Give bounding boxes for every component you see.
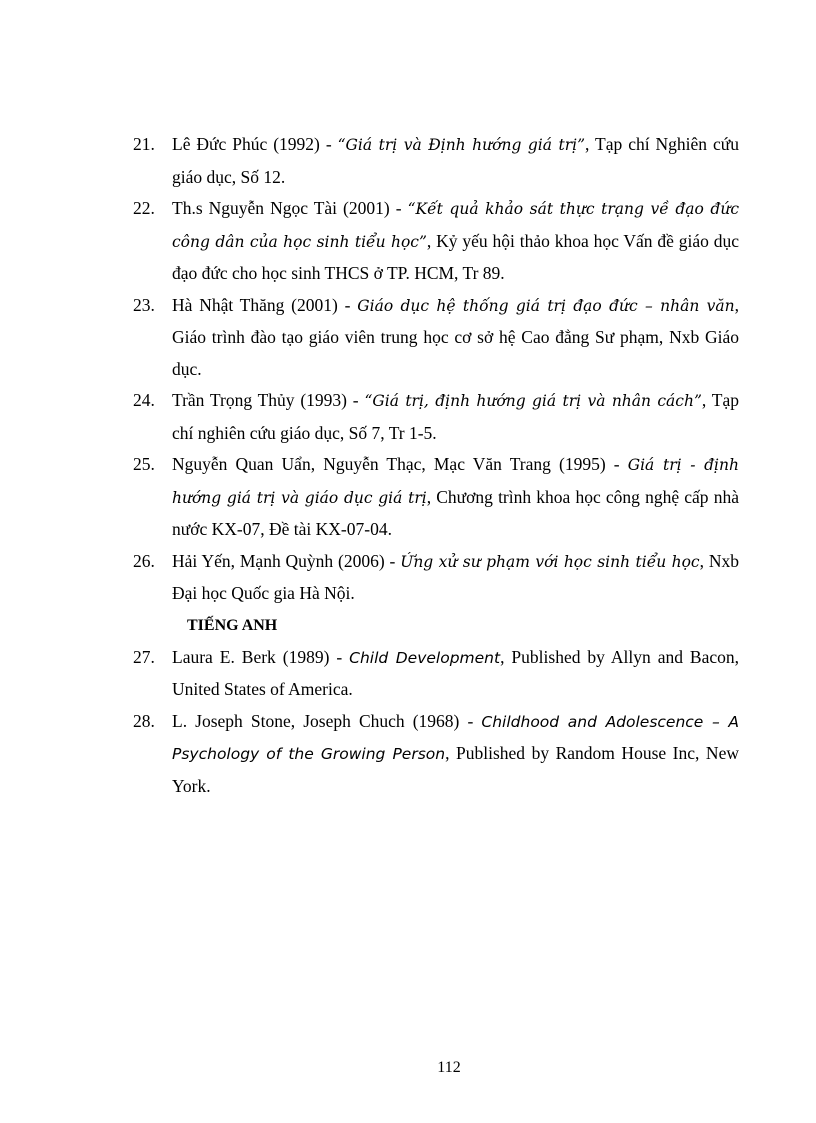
reference-author: L. Joseph Stone, Joseph Chuch (1968) - — [172, 710, 482, 731]
reference-author: Nguyễn Quan Uẩn, Nguyễn Thạc, Mạc Văn Trang (1995) - — [172, 454, 628, 474]
reference-item — [133, 642, 739, 706]
reference-author: Th.s Nguyễn Ngọc Tài (2001) - — [172, 198, 408, 218]
reference-title: Giáo dục hệ thống giá trị đạo đức – nhân văn — [357, 296, 735, 315]
reference-item — [133, 290, 739, 386]
reference-details: , Chương trình khoa học công nghệ cấp nhà nước KX-07, Đề tài KX-07-04. — [172, 486, 739, 539]
reference-number: 21. — [133, 134, 155, 154]
reference-number: 27. — [133, 646, 155, 667]
reference-details: , Tạp chí Nghiên cứu giáo dục, Số 12. — [172, 134, 739, 187]
reference-title: “Kết quả khảo sát thực trạng về đạo đức công dân của học sinh tiểu học” — [172, 200, 740, 251]
reference-title: Childhood and Adolescence – A Psychology of the Growing Person — [172, 712, 739, 763]
reference-item — [133, 706, 739, 803]
reference-number: 24. — [133, 390, 155, 410]
reference-title: Child Development — [349, 648, 501, 667]
reference-title: Giá trị - định hướng giá trị và giáo dục giá trị — [172, 456, 739, 507]
reference-item — [133, 193, 739, 290]
reference-details: , Tạp chí nghiên cứu giáo dục, Số 7, Tr 1-5. — [172, 390, 739, 443]
reference-author: Hải Yến, Mạnh Quỳnh (2006) - — [172, 550, 401, 571]
reference-author: Lê Đức Phúc (1992) - — [172, 134, 338, 154]
reference-number: 23. — [133, 294, 155, 315]
section-heading-english: TIẾNG ANH — [187, 616, 278, 634]
reference-title: “Giá trị, định hướng giá trị và nhân cách” — [364, 392, 702, 410]
reference-number: 22. — [133, 198, 155, 218]
reference-title: Ứng xử sư phạm với học sinh tiểu học — [400, 552, 700, 571]
reference-item — [133, 449, 739, 546]
reference-details: , Giáo trình đào tạo giáo viên trung học cơ sở hệ Cao đẳng Sư phạm, Nxb Giáo dục. — [172, 294, 739, 379]
reference-item — [133, 546, 739, 610]
reference-number: 26. — [133, 550, 155, 571]
reference-details: , Published by Allyn and Bacon, United States of America. — [172, 646, 740, 699]
reference-item — [133, 129, 739, 193]
reference-number: 28. — [133, 710, 155, 731]
reference-details: , Kỷ yếu hội thảo khoa học Vấn đề giáo dục đạo đức cho học sinh THCS ở TP. HCM, Tr 89. — [172, 230, 740, 283]
reference-details: , Nxb Đại học Quốc gia Hà Nội. — [172, 550, 739, 603]
page-number: 112 — [437, 1059, 461, 1076]
reference-author: Hà Nhật Thăng (2001) - — [172, 294, 358, 315]
reference-author: Laura E. Berk (1989) - — [172, 646, 350, 667]
reference-list — [133, 129, 739, 802]
reference-number: 25. — [133, 454, 155, 474]
reference-details: , Published by Random House Inc, New York. — [172, 743, 739, 796]
reference-author: Trần Trọng Thủy (1993) - — [172, 390, 365, 410]
reference-item — [133, 385, 739, 449]
reference-title: “Giá trị và Định hướng giá trị” — [337, 136, 586, 154]
